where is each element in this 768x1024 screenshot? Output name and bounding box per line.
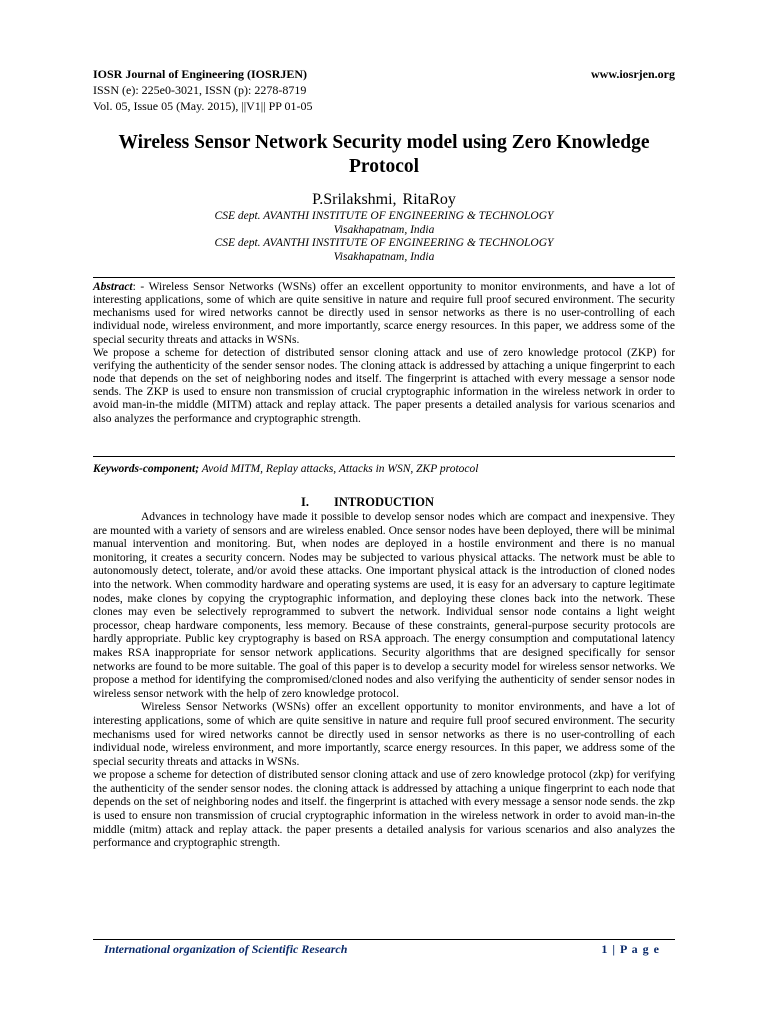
intro-paragraph-1: Advances in technology have made it possible to develop sensor nodes which are compact and inexpensive. They are mounted with a variety of sensors and are wireless enabled. Once sensor nodes have been deployed, there will be minimal manual intervention and monitoring. But, when nodes are deployed in a hostile environment and there is no manual monitoring, it creates a security concern. Nodes may be subjected to various physical attacks. The network must be able to autonomously detect, tolerate, and/or avoid these attacks. One important physical attack is the introduction of cloned nodes into the network. When commodity hardware and operating systems are used, it is easy for an adversary to capture legitimate nodes, make clones by copying the cryptographic information, and deploying these clones back into the network. These clones may even be selectively reprogrammed to subvert the network. Individual sensor node contains a light weight processor, cheap hardware components, less memory. Because of these constraints, general-purpose security protocols are hardly appropriate. Public key cryptography is based on RSA approach. The energy consumption and computational latency makes RSA inappropriate for sensor network applications. Security algorithms that are designed specifically for sensor networks are found to be more suitable. The goal of this paper is to develop a security model for wireless sensor networks. We propose a method for identifying the compromised/cloned nodes and also verifying the authenticity of sender sensor nodes in wireless sensor network with the help of zero knowledge protocol. — [93, 511, 675, 700]
volume-line: Vol. 05, Issue 05 (May. 2015), ||V1|| PP 01-05 — [93, 99, 313, 113]
keywords-label: Keywords-component; — [93, 463, 200, 475]
affiliation-line: CSE dept. AVANTHI INSTITUTE OF ENGINEERING & TECHNOLOGY — [214, 237, 554, 249]
section-heading — [93, 494, 675, 510]
affiliation-line: Visakhapatnam, India — [333, 223, 435, 236]
introduction-body — [93, 511, 675, 851]
section-title: INTRODUCTION — [333, 495, 434, 509]
journal-name: IOSR Journal of Engineering (IOSRJEN) — [93, 67, 308, 81]
affiliation-line: Visakhapatnam, India — [333, 250, 435, 263]
page-footer — [104, 941, 660, 957]
intro-paragraph-2: Wireless Sensor Networks (WSNs) offer an excellent opportunity to monitor environments, and have a lot of interesting applications, some of which are quite sensitive in nature and require full proof secured environment. The security mechanisms used for wired networks cannot be directly used in sensor networks as there is no user-controlling of each individual node, wireless environment, and more importantly, scarce energy resources. In this paper, we address some of the special security threats and attacks in WSNs. — [93, 701, 675, 768]
abstract-paragraph-2: We propose a scheme for detection of distributed sensor cloning attack and use of zero knowledge protocol (ZKP) for verifying the authenticity of the sender sensor nodes. The cloning attack is addressed by attaching a unique fingerprint to each node that depends on the set of neighboring nodes and itself. The fingerprint is attached with every message a sensor node sends. The ZKP is used to ensure non transmission of crucial cryptographic information in the wireless network in order to avoid man-in-the middle (MITM) attack and replay attack. The paper presents a detailed analysis for various scenarios and also analyzes the performance and cryptographic strength. — [93, 346, 675, 425]
keywords — [93, 462, 675, 476]
paper-authors: P.Srilakshmi, RitaRoy — [312, 191, 456, 208]
abstract-text-1: : - Wireless Sensor Networks (WSNs) offer an excellent opportunity to monitor environments, and have a lot of interesting applications, some of which are quite sensitive in nature and require full proof secured environment. The security mechanisms used for wired networks cannot be directly used in sensor networks as there is no user-controlling of each individual node, wireless environment, and more importantly, scarce energy resources. In this paper, we address some of the special security threats and attacks in WSNs. — [93, 281, 675, 346]
footer-organization: International organization of Scientific Research — [104, 942, 348, 956]
footer-divider — [93, 939, 675, 940]
journal-header — [93, 66, 675, 114]
abstract-paragraph-1 — [93, 281, 675, 347]
affiliations — [93, 210, 675, 264]
paper-title: Wireless Sensor Network Security model using Zero Knowledge Protocol — [118, 132, 650, 177]
divider-bottom — [93, 456, 675, 457]
intro-paragraph-3: we propose a scheme for detection of distributed sensor cloning attack and use of zero knowledge protocol (zkp) for verifying the authenticity of the sender sensor nodes. the cloning attack is addressed by attaching a unique fingerprint to each node that depends on the set of neighboring nodes and itself. the fingerprint is attached with every message a sensor node sends. the zkp is used to ensure non transmission of crucial cryptographic information in the wireless network in order to avoid man-in-the middle (mitm) attack and replay attack. the paper presents a detailed analysis for various scenarios and also analyzes the performance and cryptographic strength. — [93, 769, 675, 850]
abstract-label: Abstract — [93, 281, 133, 293]
journal-website[interactable]: www.iosrjen.org — [591, 67, 675, 81]
keywords-text: Avoid MITM, Replay attacks, Attacks in WSN, ZKP protocol — [199, 463, 479, 475]
issn-line: ISSN (e): 225e0-3021, ISSN (p): 2278-8719 — [93, 83, 307, 97]
divider-top — [93, 277, 675, 278]
page-number: 1 | P a g e — [601, 942, 660, 956]
section-number: I. — [301, 495, 309, 509]
affiliation-line: CSE dept. AVANTHI INSTITUTE OF ENGINEERING & TECHNOLOGY — [214, 210, 554, 222]
abstract — [93, 281, 675, 426]
